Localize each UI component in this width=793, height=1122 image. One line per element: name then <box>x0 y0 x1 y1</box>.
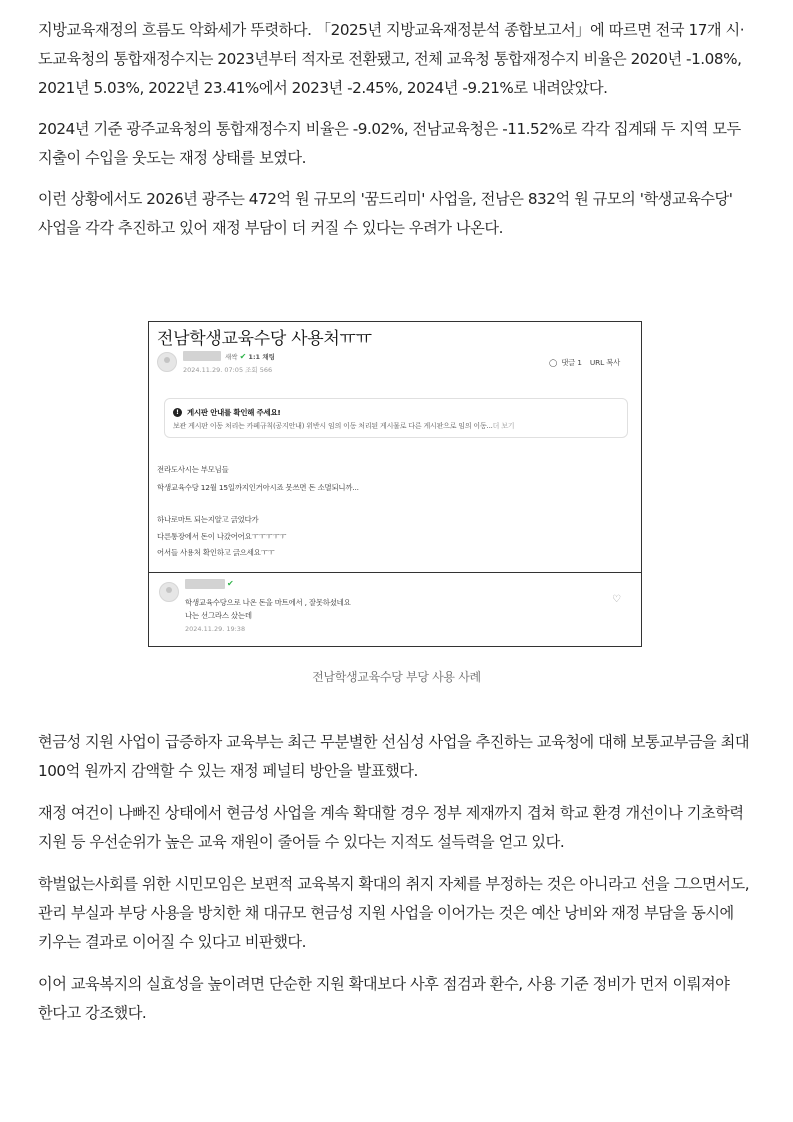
paragraph: 이런 상황에서도 2026년 광주는 472억 원 규모의 '꿈드리미' 사업을, 전남은 832억 원 규모의 '학생교육수당' 사업을 각각 추진하고 있어 재정 부담이 더 커질 수 있다는 우려가 나온다. <box>38 190 733 237</box>
article-body-top <box>38 16 756 255</box>
figure-caption: 전남학생교육수당 부당 사용 사례 <box>312 670 481 684</box>
post-body-line: 학생교육수당 12월 15일까지인거아시죠 못쓰면 돈 소멸되니까... <box>157 483 359 492</box>
post-body-line: 전라도사시는 부모님들 <box>157 465 229 474</box>
heart-icon[interactable]: ♡ <box>612 594 621 605</box>
paragraph: 지방교육재정의 흐름도 악화세가 뚜렷하다. 「2025년 지방교육재정분석 종합보고서」에 따르면 전국 17개 시·도교육청의 통합재정수지는 2023년부터 적자로 전환됐고, 전체 교육청 통합재정수지 비율은 2020년 -1.08%, 2021년 5.03%, 2022년 23.41%에서 2023년 -2.45%, 2024년 -9.21%로 내려앉았다. <box>38 21 745 97</box>
embedded-post-screenshot <box>148 321 642 647</box>
author-tag: 새싹 ✔ 1:1 채팅 <box>225 352 275 361</box>
notice-body: 보관 게시판 이동 처리는 카페규칙(공지안내) 위반시 임의 이동 처리된 게시물로 다른 게시판으로 임의 이동...더 보기 <box>173 422 515 430</box>
board-notice <box>164 398 628 438</box>
paragraph: 재정 여건이 나빠진 상태에서 현금성 사업을 계속 확대할 경우 정부 제재까지 겹쳐 학교 환경 개선이나 기초학력 지원 등 우선순위가 높은 교육 재원이 줄어들 수 있다는 지적도 설득력을 얻고 있다. <box>38 804 744 851</box>
info-icon: ! <box>173 408 182 417</box>
paragraph: 2024년 기준 광주교육청의 통합재정수지 비율은 -9.02%, 전남교육청은 -11.52%로 각각 집계돼 두 지역 모두 지출이 수입을 웃도는 재정 상태를 보였다. <box>38 120 741 167</box>
comment-icon: ◯ <box>549 358 558 367</box>
comment-divider <box>149 572 641 573</box>
notice-more-link[interactable]: 더 보기 <box>492 422 515 430</box>
post-body-line: 다른통장에서 돈이 나갔어어요ㅜㅜㅜㅜㅜ <box>157 532 287 541</box>
commenter-name-blurred <box>185 579 225 589</box>
post-title: 전남학생교육수당 사용처ㅠㅠ <box>157 329 372 349</box>
url-copy-link[interactable]: URL 복사 <box>589 358 621 367</box>
post-body-line: 하나로마트 되는지알고 긁었다가 <box>157 515 259 524</box>
paragraph: 현금성 지원 사업이 급증하자 교육부는 최근 무분별한 선심성 사업을 추진하는 교육청에 대해 보통교부금을 최대 100억 원까지 감액할 수 있는 재정 페널티 방안을 발표했다. <box>38 733 750 780</box>
check-icon: ✔ <box>227 579 234 588</box>
post-meta: 2024.11.29. 07:05 조회 566 <box>183 366 273 374</box>
commenter-check <box>227 579 234 588</box>
check-icon: ✔ <box>239 352 247 361</box>
comment-line: 학생교육수당으로 나온 돈을 마트에서 , 잘못하셨네요 <box>185 598 351 607</box>
commenter-avatar <box>159 582 179 602</box>
notice-title: 게시판 안내를 확인해 주세요! <box>187 408 281 417</box>
post-body-line: 어서들 사용처 확인하고 긁으세요ㅜㅜ <box>157 548 275 557</box>
comment-count[interactable]: 댓글 1 <box>561 358 582 367</box>
author-avatar <box>157 352 177 372</box>
comment-meta: 2024.11.29. 19:38 <box>185 625 246 633</box>
comment-line: 나는 선그라스 샀는데 <box>185 611 252 620</box>
article-body-bottom <box>38 728 756 1041</box>
author-name-blurred <box>183 351 221 361</box>
post-actions <box>549 357 620 368</box>
paragraph: 이어 교육복지의 실효성을 높이려면 단순한 지원 확대보다 사후 점검과 환수, 사용 기준 정비가 먼저 이뤄져야 한다고 강조했다. <box>38 975 730 1022</box>
paragraph: 학벌없는사회를 위한 시민모임은 보편적 교육복지 확대의 취지 자체를 부정하는 것은 아니라고 선을 그으면서도, 관리 부실과 부당 사용을 방치한 채 대규모 현금성 지원 사업을 이어가는 것은 예산 낭비와 재정 부담을 동시에 키우는 결과로 이어질 수 있다고 비판했다. <box>38 875 750 951</box>
